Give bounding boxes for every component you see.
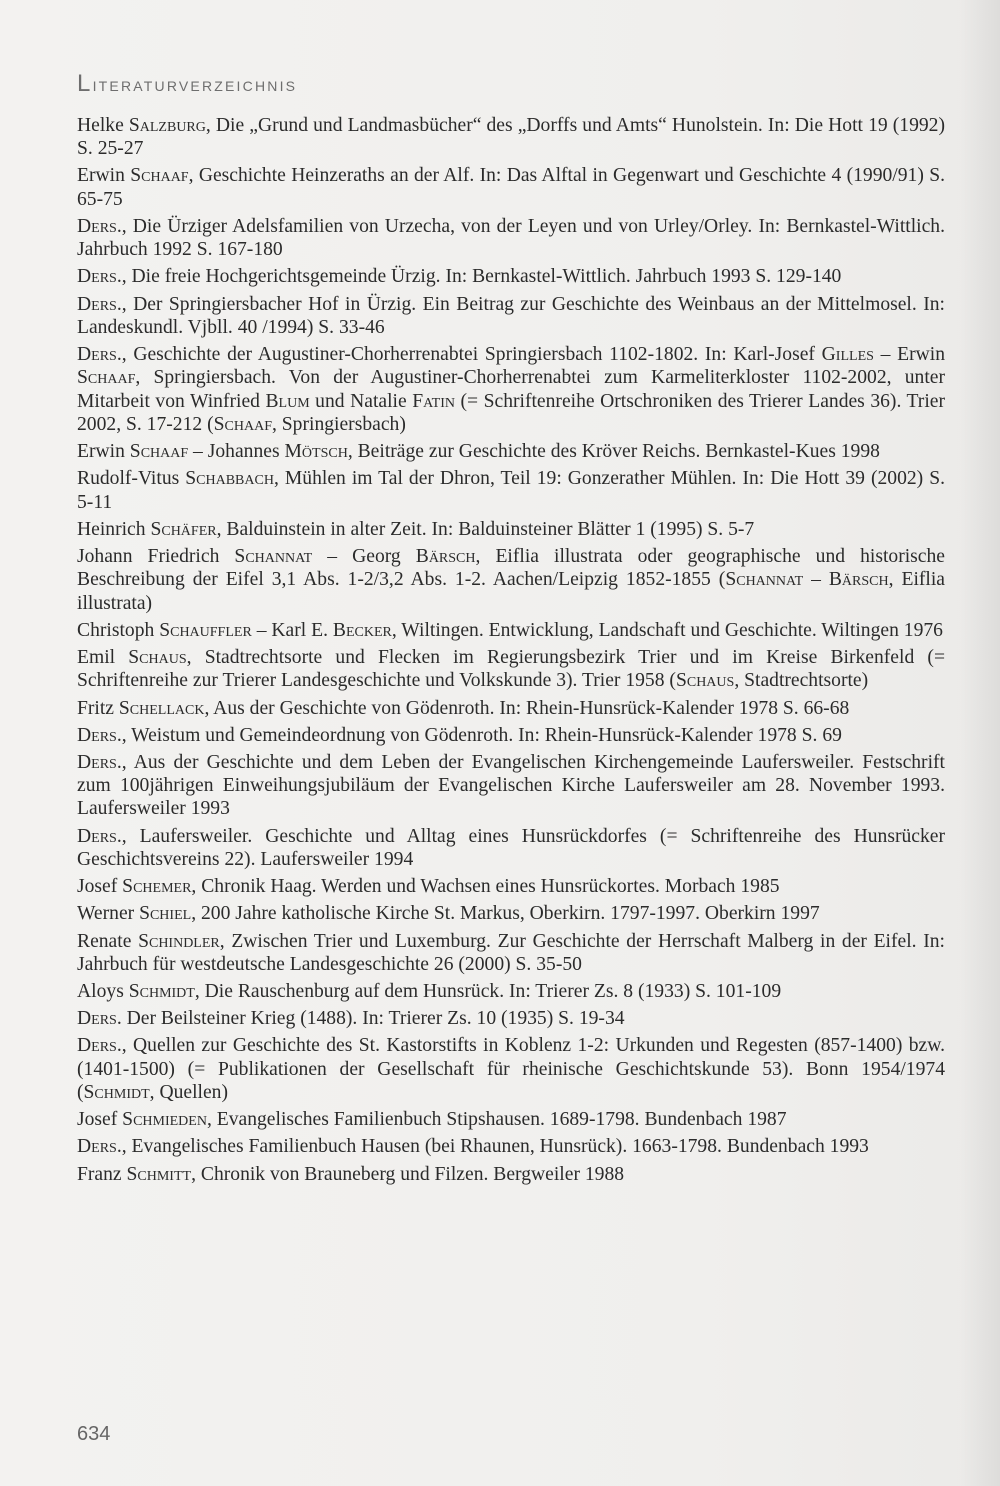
entry-text: Emil bbox=[77, 647, 129, 669]
bibliography-entry bbox=[77, 545, 945, 615]
entry-text: , Die „Grund und Landmasbücher“ des „Dorffs und Amts“ Hunolstein. In: Die Hott 19 (1992) S. 25-27 bbox=[77, 115, 945, 160]
bibliography-entry bbox=[77, 619, 945, 642]
entry-text: Fritz bbox=[77, 697, 119, 719]
page-number: 634 bbox=[77, 1423, 111, 1445]
author-name: Schmitt bbox=[126, 1163, 192, 1185]
author-name: Schabbach bbox=[185, 468, 274, 490]
bibliography-entry bbox=[77, 980, 945, 1003]
bibliography-entry bbox=[77, 1135, 945, 1158]
author-name: Mötsch bbox=[284, 441, 348, 463]
author-name: Ders. bbox=[77, 724, 122, 746]
author-name: Schiel bbox=[139, 903, 192, 925]
entry-text: , Eiflia illustrata) bbox=[77, 569, 945, 614]
author-name: Salzburg bbox=[128, 115, 206, 136]
entry-text: , Stadtrechtsorte und Flecken im Regierungsbezirk Trier und im Kreise Birkenfeld (= Schriftenreihe zur Trierer Landesgeschichte und Volkskunde 3). Trier 1958 ( bbox=[77, 647, 945, 692]
author-name: Schmidt bbox=[128, 981, 195, 1003]
author-name: Schannat – Bärsch bbox=[725, 569, 889, 591]
bibliography-entry bbox=[77, 114, 945, 161]
entry-text: , Balduinstein in alter Zeit. In: Balduinsteiner Blätter 1 (1995) S. 5-7 bbox=[216, 518, 755, 540]
bibliography-entry bbox=[77, 440, 945, 463]
entry-text: Josef bbox=[77, 876, 123, 898]
entry-text: , Aus der Geschichte von Gödenroth. In: Rhein-Hunsrück-Kalender 1978 S. 66-68 bbox=[204, 697, 850, 719]
author-name: Schaaf bbox=[130, 165, 189, 187]
heading-rest: iteraturverzeichnis bbox=[92, 74, 298, 96]
entry-text: und Natalie bbox=[309, 390, 413, 412]
author-name: Schäfer bbox=[150, 518, 217, 540]
author-name: Ders. bbox=[77, 825, 122, 847]
bibliography-entry bbox=[77, 697, 945, 720]
entry-text: , Laufersweiler. Geschichte und Alltag eines Hunsrückdorfes (= Schriftenreihe des Hunsrücker Geschichtsvereins 22). Laufersweiler 1994 bbox=[77, 825, 945, 870]
author-name: Ders. bbox=[77, 344, 122, 366]
bibliography-entry bbox=[77, 518, 945, 541]
entry-text: – Karl E. bbox=[251, 619, 333, 641]
bibliography-entry bbox=[77, 265, 945, 288]
bibliography-entry bbox=[77, 875, 945, 898]
entry-text: , Geschichte Heinzeraths an der Alf. In: Das Alftal in Gegenwart und Geschichte 4 (1990/91) S. 65-75 bbox=[77, 165, 945, 210]
entry-text: , Springiersbach. Von der Augustiner-Chorherrenabtei zum Karmeliterkloster 1102-2002, unter Mitarbeit von Winfried bbox=[77, 367, 945, 412]
bibliography-entry bbox=[77, 1108, 945, 1131]
author-name: Becker bbox=[332, 619, 392, 641]
author-name: Ders. bbox=[77, 293, 122, 315]
entry-text: , Chronik von Brauneberg und Filzen. Bergweiler 1988 bbox=[191, 1163, 625, 1185]
entry-text: , Eiflia illustrata oder geographische und historische Beschreibung der Eifel 3,1 Abs. 1-2/3,2 Abs. 1-2. Aachen/Leipzig 1852-1855 ( bbox=[77, 546, 945, 591]
author-name: Ders. bbox=[77, 1136, 122, 1158]
author-name: Ders. bbox=[77, 215, 122, 237]
entry-text: Johann Friedrich bbox=[77, 546, 235, 568]
entry-text: Erwin bbox=[77, 441, 130, 463]
entry-text: , Springiersbach) bbox=[271, 414, 406, 436]
entry-text: , Die Rauschenburg auf dem Hunsrück. In: Trierer Zs. 8 (1933) S. 101-109 bbox=[194, 981, 782, 1003]
entry-text: , Der Springiersbacher Hof in Ürzig. Ein Beitrag zur Geschichte des Weinbaus an der Mittelmosel. In: Landeskundl. Vjbll. 40 /1994) S. 33-46 bbox=[77, 293, 945, 338]
bibliography-entry bbox=[77, 293, 945, 340]
bibliography-entry bbox=[77, 1163, 945, 1186]
author-name: Ders. bbox=[77, 751, 122, 773]
entry-text: – Georg bbox=[312, 546, 416, 568]
author-name: Schellack bbox=[118, 697, 205, 719]
bibliography-entry bbox=[77, 825, 945, 872]
bibliography-entry bbox=[77, 164, 945, 211]
bibliography-entry bbox=[77, 343, 945, 436]
entry-text: , Weistum und Gemeindeordnung von Gödenroth. In: Rhein-Hunsrück-Kalender 1978 S. 69 bbox=[121, 724, 842, 746]
heading-initial: L bbox=[77, 70, 93, 97]
entry-text: Renate bbox=[77, 930, 139, 952]
bibliography-entry bbox=[77, 215, 945, 262]
author-name: Schindler bbox=[138, 930, 220, 952]
entry-text: , Wiltingen. Entwicklung, Landschaft und Geschichte. Wiltingen 1976 bbox=[391, 619, 943, 641]
entry-text: , Die freie Hochgerichtsgemeinde Ürzig. In: Bernkastel-Wittlich. Jahrbuch 1993 S. 129-140 bbox=[121, 266, 842, 288]
author-name: Schmieden bbox=[122, 1109, 207, 1131]
bibliography-entry bbox=[77, 467, 945, 514]
bibliography-entry bbox=[77, 646, 945, 693]
entry-text: , Evangelisches Familienbuch Hausen (bei Rhaunen, Hunsrück). 1663-1798. Bundenbach 1993 bbox=[121, 1136, 869, 1158]
author-name: Ders. bbox=[77, 266, 122, 288]
entry-text: , Evangelisches Familienbuch Stipshausen. 1689-1798. Bundenbach 1987 bbox=[206, 1109, 787, 1131]
entry-text: , Geschichte der Augustiner-Chorherrenabtei Springiersbach 1102-1802. In: Karl-Josef bbox=[121, 344, 822, 366]
author-name: Schaus bbox=[675, 670, 735, 692]
page-edge-shadow bbox=[960, 0, 1000, 1486]
entry-text: , 200 Jahre katholische Kirche St. Markus, Oberkirn. 1797-1997. Oberkirn 1997 bbox=[191, 903, 820, 925]
author-name: Bärsch bbox=[415, 546, 476, 568]
entry-text: , Aus der Geschichte und dem Leben der Evangelischen Kirchengemeinde Laufersweiler. Festschrift zum 100jährigen Einweihungsjubiläum der Evangelischen Kirche Laufersweiler am 28. November 1993. Laufersweiler 1993 bbox=[77, 751, 945, 820]
entry-text: , Beiträge zur Geschichte des Kröver Reichs. Bernkastel-Kues 1998 bbox=[347, 441, 880, 463]
entry-text: , Quellen) bbox=[149, 1081, 229, 1103]
author-name: Schaaf bbox=[129, 441, 189, 463]
entry-text: , Stadtrechtsorte) bbox=[734, 670, 869, 692]
entry-text: – Johannes bbox=[188, 441, 285, 463]
author-name: Schaus bbox=[128, 647, 187, 669]
entry-text: , Zwischen Trier und Luxemburg. Zur Geschichte der Herrschaft Malberg in der Eifel. In: Jahrbuch für westdeutsche Landesgeschichte 26 (2000) S. 35-50 bbox=[77, 930, 945, 975]
author-name: Schmidt bbox=[83, 1081, 150, 1103]
author-name: Schauffler bbox=[159, 619, 252, 641]
entry-text: Rudolf-Vitus bbox=[77, 468, 186, 490]
entry-text: Aloys bbox=[77, 981, 129, 1003]
author-name: Gilles bbox=[821, 344, 874, 366]
entry-text: Josef bbox=[77, 1109, 123, 1131]
bibliography-entry bbox=[77, 751, 945, 821]
author-name: Fatin bbox=[412, 390, 455, 412]
bibliography-entry bbox=[77, 724, 945, 747]
bibliography-entry bbox=[77, 1007, 945, 1030]
author-name: Schemer bbox=[122, 876, 192, 898]
entry-text: Christoph bbox=[77, 619, 160, 641]
author-name: Ders. bbox=[77, 1035, 122, 1057]
author-name: Schaaf bbox=[77, 367, 136, 389]
bibliography-list bbox=[77, 114, 945, 1190]
entry-text: Werner bbox=[77, 903, 140, 925]
author-name: Schannat bbox=[234, 546, 313, 568]
section-heading bbox=[77, 70, 297, 98]
bibliography-entry bbox=[77, 902, 945, 925]
entry-text: , Die Ürziger Adelsfamilien von Urzecha, von der Leyen und von Urley/Orley. In: Bernkastel-Wittlich. Jahrbuch 1992 S. 167-180 bbox=[77, 215, 945, 261]
entry-text: Franz bbox=[77, 1163, 127, 1185]
bibliography-entry bbox=[77, 1034, 945, 1104]
entry-text: Helke bbox=[77, 115, 129, 136]
entry-text: , Quellen zur Geschichte des St. Kastorstifts in Koblenz 1-2: Urkunden und Regesten (857-1400) bzw. (1401-1500) (= Publikationen der Gesellschaft für rheinische Geschichtskunde 53). Bonn 1954/1974 ( bbox=[77, 1035, 945, 1103]
entry-text: – Erwin bbox=[873, 344, 945, 366]
entry-text: Der Beilsteiner Krieg (1488). In: Trierer Zs. 10 (1935) S. 19-34 bbox=[121, 1008, 625, 1030]
bibliography-entry bbox=[77, 930, 945, 977]
author-name: Blum bbox=[265, 390, 310, 412]
entry-text: Heinrich bbox=[77, 518, 151, 540]
entry-text: , Chronik Haag. Werden und Wachsen eines Hunsrückortes. Morbach 1985 bbox=[191, 876, 780, 898]
entry-text: , Mühlen im Tal der Dhron, Teil 19: Gonzerather Mühlen. In: Die Hott 39 (2002) S. 5-11 bbox=[77, 468, 945, 513]
author-name: Ders. bbox=[77, 1008, 122, 1030]
author-name: Schaaf bbox=[213, 414, 272, 436]
entry-text: (= Schriftenreihe Ortschroniken des Trierer Landes 36). Trier 2002, S. 17-212 ( bbox=[77, 390, 945, 436]
entry-text: Erwin bbox=[77, 165, 131, 187]
